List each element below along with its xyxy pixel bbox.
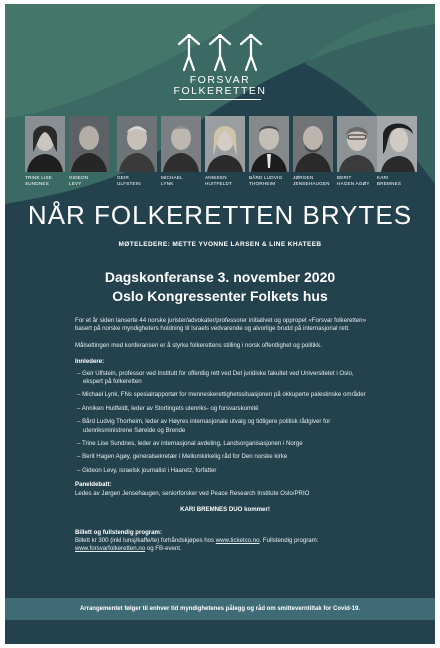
speaker-name: BÅRD LUDVIG THORHEIM <box>249 175 283 186</box>
tickets-heading: Billett og fullstendig program: <box>75 528 163 536</box>
speaker-name: GEIR ULFSTEIN <box>117 175 141 186</box>
intro-paragraph: For et år siden lanserte 44 norske jurister/advokater/professorer initiativet og oppropet «Forsvar folkeretten» basert på norske myndigheters holdning til Israels vedvarende og alvorlige brudd på internasjonal rett. <box>75 317 366 333</box>
figures-logo-icon <box>175 34 265 72</box>
panel-text: Ledes av Jørgen Jensehaugen, seniorforsker ved Peace Research Institute Oslo/PRIO <box>75 489 310 497</box>
speaker-photo <box>249 116 289 172</box>
speaker-photo <box>205 116 245 172</box>
list-item: – Trine Lise Sundnes, leder av internasjonal avdeling, Landsorganisasjonen i Norge <box>77 440 303 448</box>
speaker-name: TRINE LISE SUNDNES <box>25 175 53 186</box>
portrait-jorgen-jensehaugen <box>293 116 333 187</box>
panel-heading: Paneldebatt: <box>75 481 112 489</box>
list-item: – Bård Ludvig Thorheim, leder av Høyres internasjonale utvalg og tidligere politisk rådgiver for utenriksministrene Søreide og Brende <box>77 418 331 434</box>
logo-underline <box>179 99 261 100</box>
portrait-anniken-huitfeldt <box>205 116 245 187</box>
speaker-name: MICHAEL LYNK <box>161 175 183 186</box>
speaker-photo <box>337 116 377 172</box>
poster <box>5 4 435 644</box>
speaker-name: KARI BREMNES <box>377 175 402 186</box>
forsvar-folkeretten-logo <box>5 34 435 100</box>
speaker-photo <box>161 116 201 172</box>
goal-paragraph: Målsettingen med konferansen er å styrke folkerettens stilling i norsk offentlighet og politikk. <box>75 341 322 349</box>
logo-text-folkeretten: FOLKERETTEN <box>173 85 267 97</box>
list-item: – Anniken Huitfeldt, leder av Stortingets utenriks- og forsvarskomité <box>77 404 259 412</box>
speaker-photo <box>117 116 157 172</box>
event-description <box>75 317 375 554</box>
list-item: – Michael Lynk, FNs spesialrapportør for menneskerettighetssituasjonen på okkuperte palestinske områder <box>77 391 366 399</box>
speaker-photo <box>25 116 65 172</box>
portrait-gideon-levy <box>69 116 109 187</box>
speaker-photo <box>293 116 333 172</box>
portrait-geir-ulfstein <box>117 116 157 187</box>
list-item: – Geir Ulfstein, professor ved Institutt for offentlig rett ved Det juridiske fakultet ved Universitetet i Oslo, ekspert på folkeretten <box>77 369 354 386</box>
list-item: – Berit Hagen Agøy, generalsekretær i Mellomkirkelig råd for Den norske kirke <box>77 453 288 461</box>
speaker-name: JØRGEN JENSEHAUGEN <box>293 175 330 186</box>
portrait-berit-hagen-agoy <box>337 116 377 187</box>
speaker-name: BERIT HAGEN AGØY <box>337 175 370 186</box>
tickets-text: Billett kr 300 (inkl lunsj/kaffe/te) forhåndskjøpes hos www.ticketco.no. Fullstendig program: www.forsvarfolkeretten.no og FB-event. <box>75 536 319 553</box>
covid-notice-band: Arrangementet følger til enhver tid myndighetenes pålegg og råd om smitteverntiltak for Covid-19. <box>5 598 435 620</box>
speakers-heading: Innledere: <box>75 358 105 366</box>
portrait-michael-lynk <box>161 116 201 187</box>
speaker-name: GIDEON LEVY <box>69 175 89 186</box>
conference-date: Dagskonferanse 3. november 2020 <box>104 269 336 285</box>
event-title: NÅR FOLKERETTEN BRYTES <box>27 200 413 230</box>
speaker-photo <box>69 116 109 172</box>
moderators: MØTELEDERE: METTE YVONNE LARSEN & LINE KHATEEB <box>118 241 322 248</box>
speaker-name: ANNIKEN HUITFELDT <box>205 175 233 186</box>
portrait-bard-ludvig-thorheim <box>249 116 289 187</box>
speakers-list <box>75 370 375 476</box>
conference-info <box>5 268 435 306</box>
speaker-photo <box>377 116 417 172</box>
portrait-kari-bremnes <box>377 116 417 187</box>
ticketco-link[interactable]: www.ticketco.no <box>215 536 260 544</box>
conference-venue: Oslo Kongressenter Folkets hus <box>112 288 328 304</box>
music-highlight: KARI BREMNES DUO kommer! <box>180 506 270 514</box>
list-item: – Gideon Levy, israelsk journalist i Haaretz, forfatter <box>77 466 217 474</box>
portrait-trine-lise-sundnes <box>25 116 65 187</box>
logo-text-forsvar: FORSVAR <box>189 74 251 86</box>
forsvarfolkeretten-link[interactable]: www.forsvarfolkeretten.no <box>75 545 146 553</box>
